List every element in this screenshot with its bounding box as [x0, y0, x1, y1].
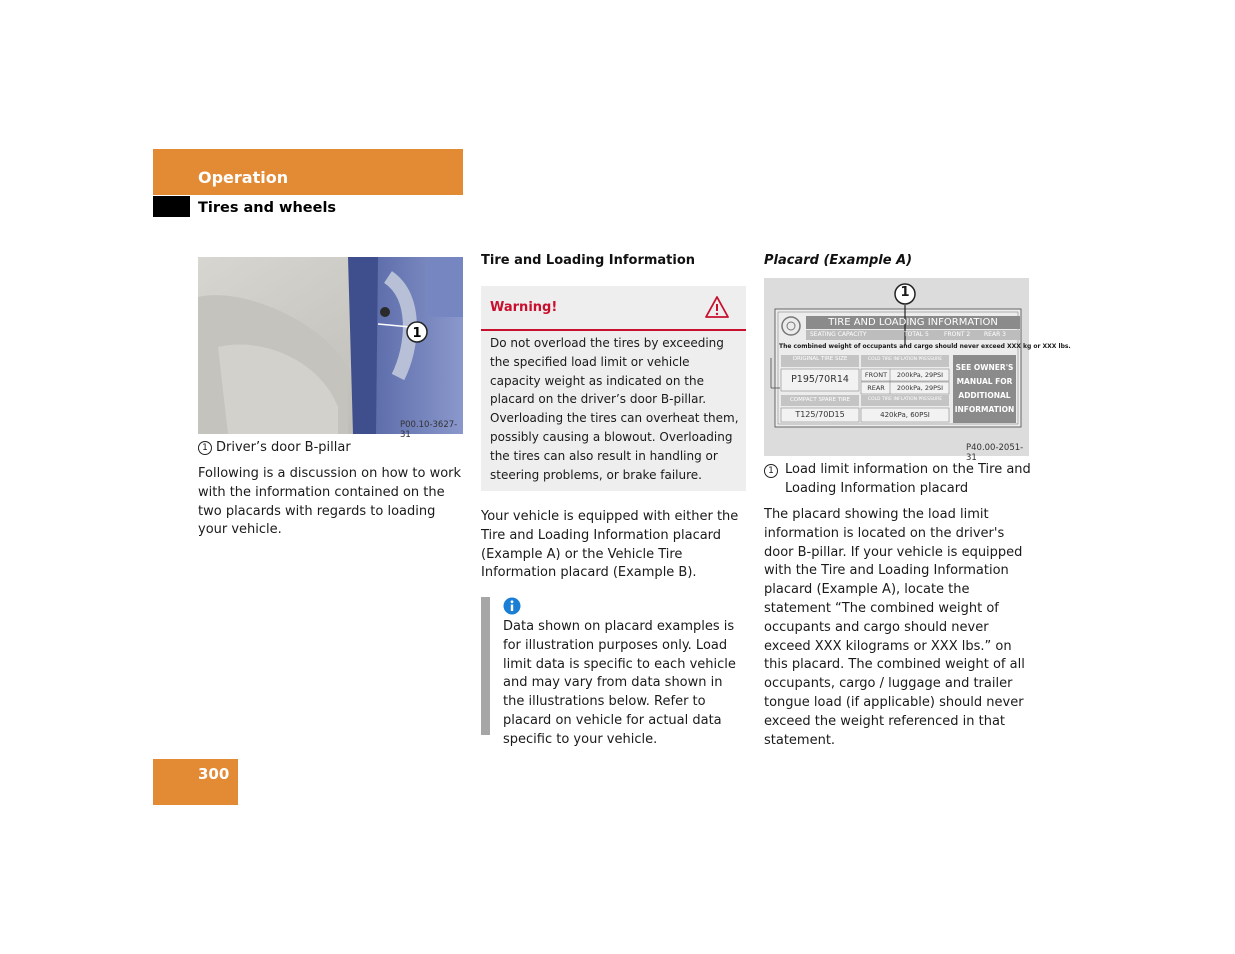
caption-text: Load limit information on the Tire and Loading Information placard	[785, 462, 1031, 496]
placard-title: TIRE AND LOADING INFORMATION	[828, 317, 998, 328]
equipment-paragraph: Your vehicle is equipped with either the Tire and Loading Information placard (Example A) or the Vehicle Tire Information placard (Example B).	[481, 509, 739, 581]
placard-paragraph: The placard showing the load limit information is located on the driver's door B-pillar. If your vehicle is equipped with the Tire and Loading Information placard (Example A), locate the statement “The combined weight of occupants and cargo should never exceed XXX kilograms or XXX lbs.” on this placard. The combined weight of all occupants, cargo / luggage and trailer tongue load (if applicable) should never exceed the weight referenced in that statement.	[764, 507, 1025, 748]
warning-title: Warning!	[490, 300, 558, 315]
page-number-box	[153, 759, 238, 805]
rear-pressure: 200kPa, 29PSI	[896, 384, 944, 392]
placard-image-code: P40.00-2051-31	[966, 443, 1024, 463]
seating-total: TOTAL 5	[904, 331, 929, 338]
callout-number: 1	[764, 464, 778, 478]
info-text: Data shown on placard examples is for illustration purposes only. Load limit data is specific to each vehicle and may vary from data shown in the illustrations below. Refer to placard on vehicle for actual data specific to your vehicle.	[503, 619, 736, 747]
section-tab-marker	[153, 196, 190, 217]
info-box	[481, 597, 746, 747]
seating-rear: REAR 3	[984, 331, 1006, 338]
placard-caption	[764, 461, 1032, 499]
placard-callout: 1	[900, 285, 910, 300]
image-code: P00.10-3627-31	[400, 420, 458, 440]
front-pressure: 200kPa, 29PSI	[896, 371, 944, 379]
original-tire-size: P195/70R14	[791, 374, 849, 385]
warning-divider	[481, 329, 746, 331]
see-manual-notice: SEE OWNER'S MANUAL FOR ADDITIONAL INFORMATION	[954, 363, 1015, 414]
callout-number: 1	[198, 441, 212, 455]
placard-example-a	[764, 278, 1071, 463]
warning-triangle-icon	[704, 295, 730, 319]
section-heading: Tire and Loading Information	[481, 253, 696, 268]
section-title: Operation	[198, 168, 289, 187]
compact-spare-label: COMPACT SPARE TIRE	[789, 397, 851, 403]
figure-caption	[198, 439, 463, 458]
cold-pressure-label: COLD TIRE INFLATION PRESSURE	[867, 357, 943, 362]
cold-pressure-label-spare: COLD TIRE INFLATION PRESSURE	[867, 397, 943, 402]
subsection-title: Tires and wheels	[198, 200, 337, 216]
warning-box	[481, 286, 746, 491]
info-sidebar	[481, 597, 490, 735]
original-tire-size-label: ORIGINAL TIRE SIZE	[792, 356, 848, 362]
warning-text: Do not overload the tires by exceeding the specified load limit or vehicle capacity weight as indicated on the placard on the driver’s door B-pillar. Overloading the tires can overheat them, possibly causing a blowout. Overloading the tires can also result in handling or steering problems, or brake failure.	[490, 336, 739, 482]
info-icon	[503, 597, 521, 615]
page-number: 300	[198, 765, 230, 783]
intro-paragraph: Following is a discussion on how to work with the information contained on the two placards with regards to loading your vehicle.	[198, 466, 462, 538]
rear-row-label: REAR	[867, 384, 885, 392]
seating-front: FRONT 2	[944, 331, 971, 338]
spare-size: T125/70D15	[795, 410, 845, 419]
front-row-label: FRONT	[864, 371, 888, 379]
weight-statement: The combined weight of occupants and cargo should never exceed XXX kg or XXX lbs.	[779, 343, 1071, 350]
b-pillar-photo	[198, 257, 463, 440]
svg-text:1: 1	[412, 326, 422, 341]
door-b-pillar-illustration	[198, 257, 463, 434]
spare-pressure: 420kPa, 60PSI	[880, 411, 930, 419]
seating-capacity-label: SEATING CAPACITY	[810, 331, 867, 338]
caption-text: Driver’s door B-pillar	[216, 440, 351, 455]
placard-heading: Placard (Example A)	[764, 253, 913, 268]
